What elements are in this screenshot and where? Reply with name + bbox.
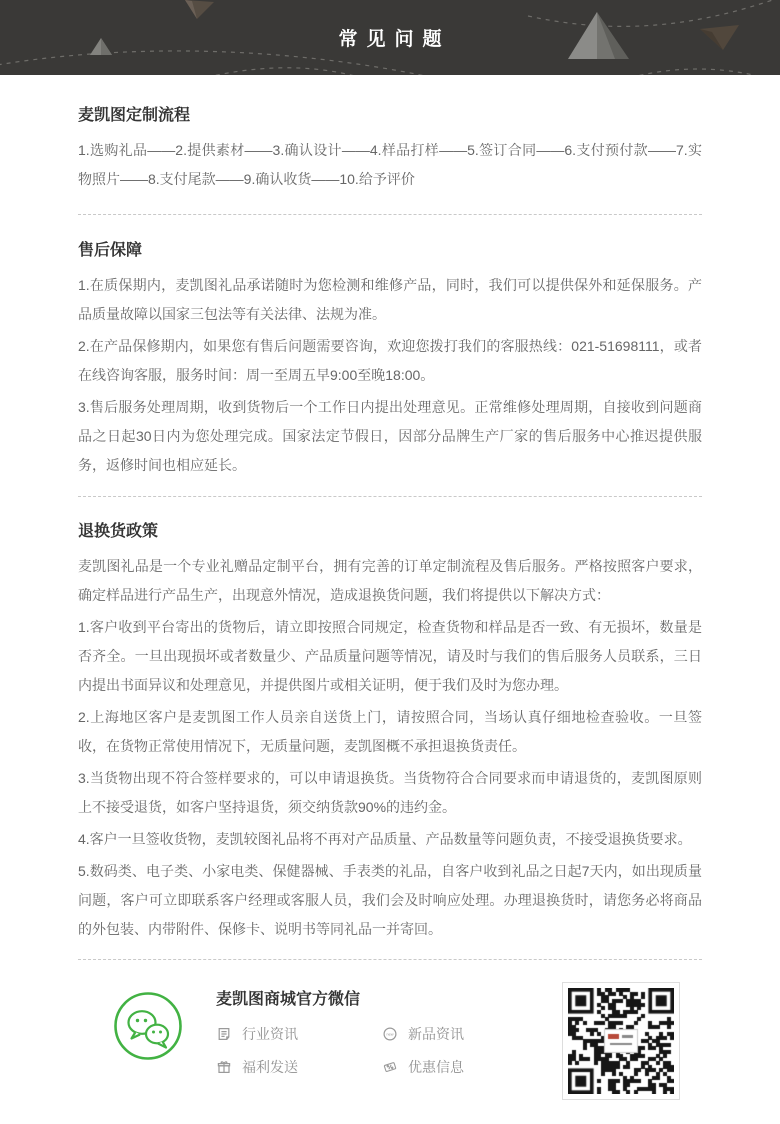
qr-code: [568, 988, 674, 1094]
paragraph: 5.数码类、电子类、小家电类、保健器械、手表类的礼品，自客户收到礼品之日起7天内，如出现质量问题，客户可立即联系客户经理或客服人员，我们会及时响应处理。办理退换货时，请您务必将商品的外包装、内带附件、保修卡、说明书等同礼品一并寄回。: [78, 863, 702, 937]
feature-item: [382, 1024, 562, 1044]
paragraph: 2.在产品保修期内，如果您有售后问题需要咨询，欢迎您拨打我们的客服热线：021-51698111，或者在线咨询客服，服务时间：周一至周五早9:00至晚18:00。: [78, 338, 702, 383]
section-title: 售后保障: [78, 242, 143, 259]
paragraph: 2.上海地区客户是麦凯图工作人员亲自送货上门，请按照合同，当场认真仔细地检查验收。一旦签收，在货物正常使用情况下，无质量问题，麦凯图概不承担退换货责任。: [78, 709, 702, 754]
coupon-icon: [382, 1059, 398, 1075]
wechat-info: [216, 980, 562, 1077]
new-badge-icon: [382, 1026, 398, 1042]
section-title: 麦凯图定制流程: [78, 107, 191, 124]
wechat-icon: [112, 990, 184, 1062]
new-badge-text: new: [386, 1032, 394, 1037]
paragraph: 4.客户一旦签收货物，麦凯较图礼品将不再对产品质量、产品数量等问题负责，不接受退换货要求。: [78, 831, 692, 847]
paragraph: 3.售后服务处理周期，收到货物后一个工作日内提出处理意见。正常维修处理周期，自接收到问题商品之日起30日内为您处理完成。国家法定节假日，因部分品牌生产厂家的售后服务中心推迟提供服务，返修时间也相应延长。: [78, 399, 702, 473]
faq-content: [0, 75, 780, 960]
page-header: [0, 0, 780, 75]
process-steps: 1.选购礼品——2.提供素材——3.确认设计——4.样品打样——5.签订合同——6.支付预付款——7.实物照片——8.支付尾款——9.确认收货——10.给予评价: [78, 142, 702, 187]
wechat-feature-list: [216, 1024, 562, 1077]
paragraph: 1.在质保期内，麦凯图礼品承诺随时为您检测和维修产品，同时，我们可以提供保外和延保服务。产品质量故障以国家三包法等有关法律、法规为准。: [78, 277, 702, 322]
feature-label: 福利发送: [242, 1059, 298, 1075]
feature-label: 优惠信息: [408, 1059, 464, 1075]
news-icon: [216, 1026, 232, 1042]
paragraph: 1.客户收到平台寄出的货物后，请立即按照合同规定，检查货物和样品是否一致、有无损坏，数量是否齐全。一旦出现损坏或者数量少、产品质量问题等情况，请及时与我们的售后服务人员联系，三日内提出书面异议和处理意见，并提供图片或相关证明，便于我们及时为您办理。: [78, 619, 702, 693]
paragraph: 3.当货物出现不符合签样要求的，可以申请退换货。当货物符合合同要求而申请退货的，麦凯图原则上不接受退货，如客户坚持退货，须交纳货款90%的违约金。: [78, 770, 702, 815]
feature-item: [216, 1024, 382, 1044]
wechat-account-title: 麦凯图商城官方微信: [216, 991, 361, 1008]
section-custom-process: [78, 75, 702, 214]
section-return-policy: [78, 497, 702, 959]
qr-code-frame: [562, 982, 680, 1100]
section-title: 退换货政策: [78, 523, 159, 540]
feature-label: 新品资讯: [408, 1026, 464, 1042]
feature-label: 行业资讯: [242, 1026, 298, 1042]
feature-item: [382, 1057, 562, 1077]
paragraph: 麦凯图礼品是一个专业礼赠品定制平台，拥有完善的订单定制流程及售后服务。严格按照客户要求，确定样品进行产品生产，出现意外情况，造成退换货问题，我们将提供以下解决方式：: [78, 558, 702, 603]
wechat-footer: [0, 960, 780, 1124]
feature-item: [216, 1057, 382, 1077]
page-title: 常见问题: [338, 29, 451, 50]
gift-icon: [216, 1059, 232, 1075]
section-after-sales: [78, 215, 702, 496]
